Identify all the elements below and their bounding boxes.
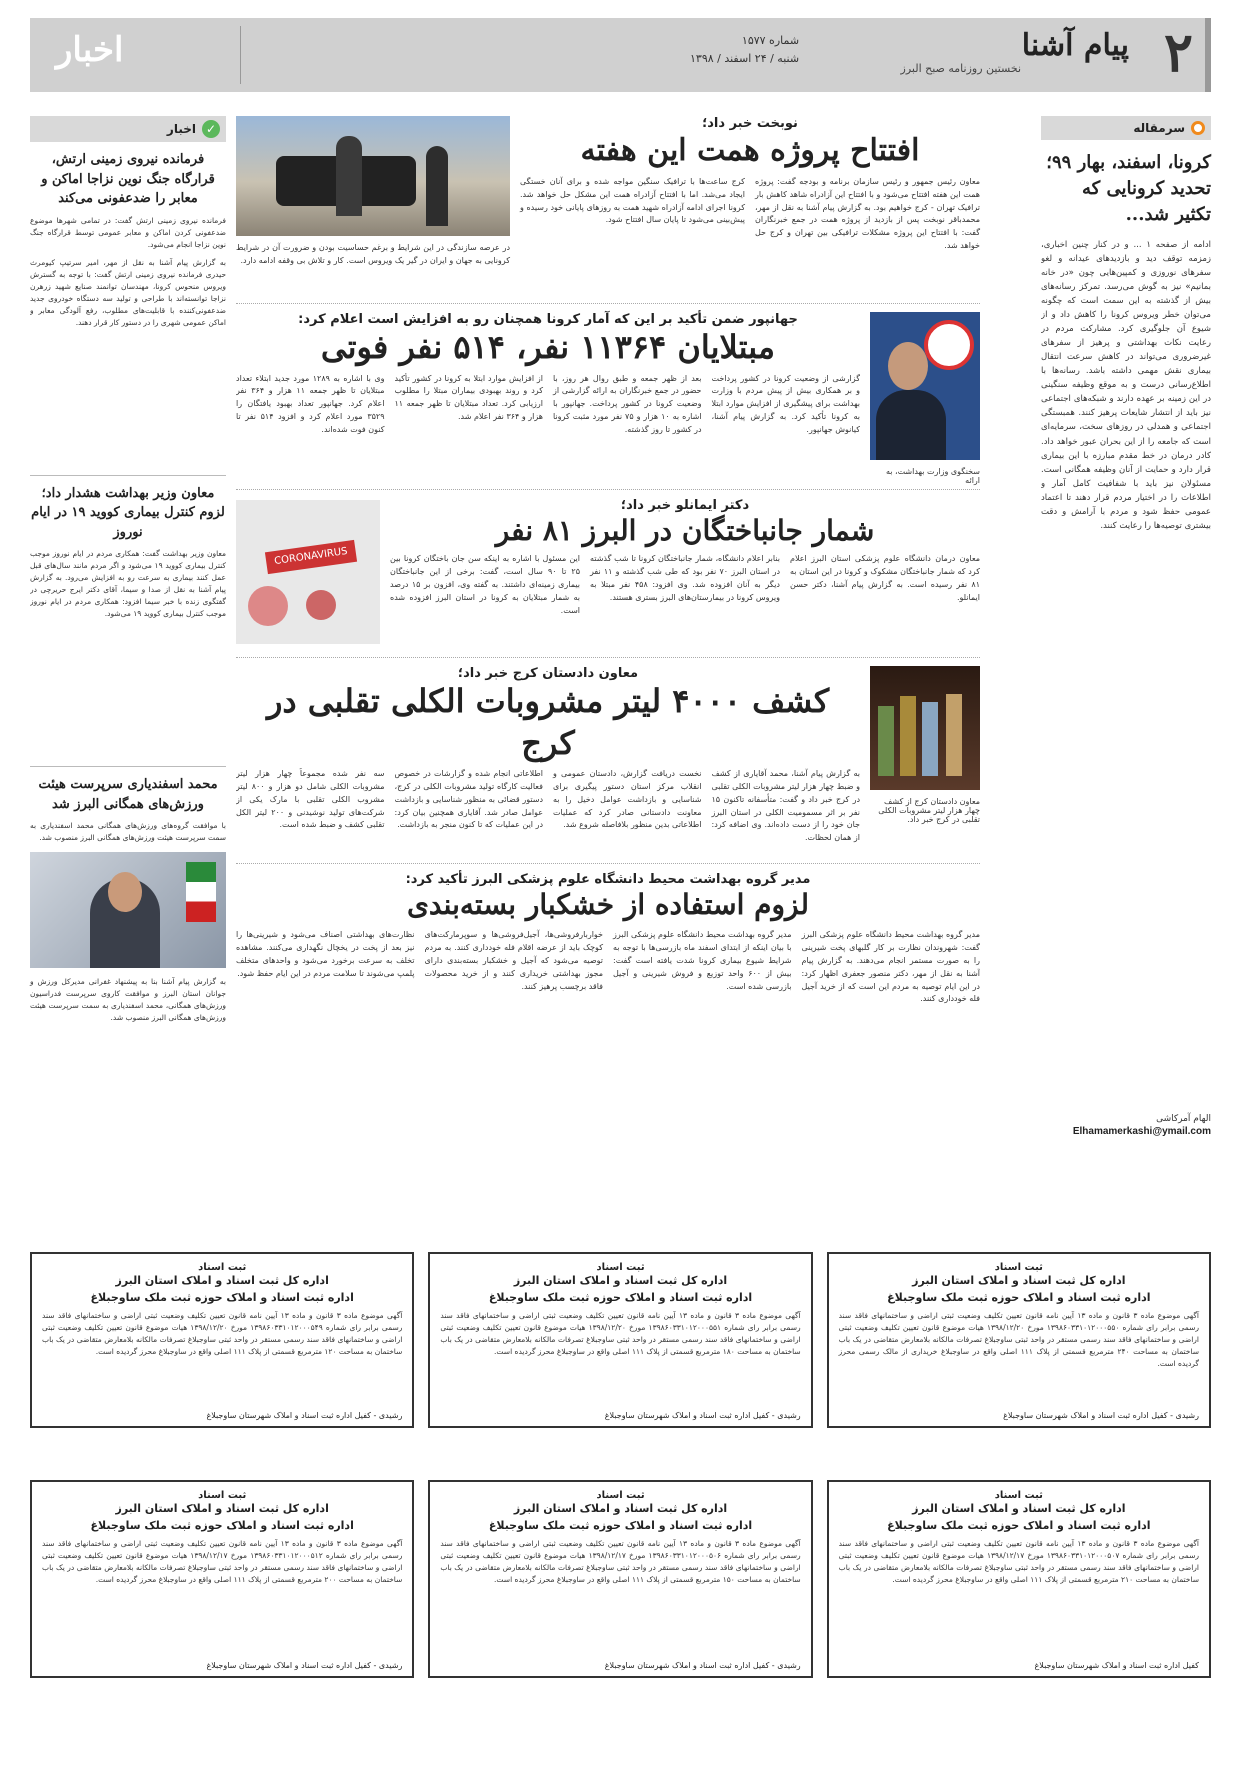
legal-notice [827,1252,1211,1428]
legal-notice [428,1252,812,1428]
article-kicker: جهانپور ضمن تأکید بر این که آمار کرونا همچنان رو به افزایش است اعلام کرد: [298,312,798,327]
notice-body: آگهی موضوع ماده ۳ قانون و ماده ۱۳ آیین نامه قانون تعیین تکلیف وضعیت ثبتی اراضی و ساختمانهای فاقد سند رسمی برابر رای شماره ۱۳۹۸۶۰۳۳۱۰۱۲۰۰۰۵۵۱ مورخ ۱۳۹۸/۱۲/۲۰ هیات موضوع قانون تعیین تکلیف وضعیت ثبتی اراضی و ساختمانهای فاقد سند رسمی مستقر در واحد ثبتی ساوجبلاغ تصرفات مالکانه بلامعارض متقاضی در یک باب ساختمان به مساحت ۱۸۰ مترمربع قسمتی از پلاک ۱۱۱ اصلی واقع در ساوجبلاغ محرز گردیده است. [440,1311,801,1356]
newspaper-logo: پیام آشنا [1021,28,1129,63]
notice-tag: ثبت اسناد [198,1262,247,1273]
notice-tag: ثبت اسناد [596,1490,645,1501]
article-nuts [236,872,980,1112]
notice-row [30,1252,1211,1428]
news-item-title: محمد اسفندیاری سرپرست هیئت ورزش‌های همگانی البرز شد [38,777,218,812]
notice-signature: رشیدی - کفیل اداره ثبت اسناد و املاک شهرستان ساوجبلاغ [1003,1411,1199,1420]
news-item-title: معاون وزیر بهداشت هشدار داد؛ لزوم کنترل بیماری کووید ۱۹ در ایام نوروز [31,485,225,540]
news-item-title: فرمانده نیروی زمینی ارتش، قرارگاه جنگ نوین نزاجا اماکن و معابر را ضدعفونی می‌کند [41,152,215,206]
coronavirus-image [236,500,380,644]
masthead-bar [1205,18,1211,92]
article-text: وی با اشاره به ۱۲۸۹ مورد جدید ابتلاء تعداد مبتلایان تا ظهر جمعه ۱۱ هزار و ۳۶۴ نفر اعلام کرد. جهانپور تعداد بهبود یافتگان را ۳۵۲۹ مورد اعلام کرد و افزود ۵۱۴ نفر تا کنون فوت شده‌اند. [236,373,385,434]
article-text: سه نفر شده مجموعاً چهار هزار لیتر مشروبات الکلی شامل دو هزار و ۸۰۰ لیتر مشروب الکلی تقلبی با مارک یکی از شرکت‌های تولید نوشیدنی و ۲۰۰ لیتر الکل تقلبی کشف و ضبط شده است. [236,769,385,830]
news-column [30,116,226,1241]
news-photo [30,852,226,968]
notice-title: اداره کل ثبت اسناد و املاک استان البرز [513,1502,728,1515]
notice-body: آگهی موضوع ماده ۳ قانون و ماده ۱۳ آیین نامه قانون تعیین تکلیف وضعیت ثبتی اراضی و ساختمانهای فاقد سند رسمی برابر رای شماره ۱۳۹۸۶۰۳۳۱۰۱۲۰۰۰۵۱۲ مورخ ۱۳۹۸/۱۲/۱۷ هیات موضوع قانون تعیین تکلیف وضعیت ثبتی اراضی و ساختمانهای فاقد سند رسمی مستقر در واحد ثبتی ساوجبلاغ تصرفات مالکانه بلامعارض متقاضی در یک باب ساختمان به مساحت ۲۰۰ مترمربع قسمتی از پلاک ۱۱۱ اصلی واقع در ساوجبلاغ محرز گردیده است. [42,1539,403,1584]
article-kicker: مدیر گروه بهداشت محیط دانشگاه علوم پزشکی البرز تأکید کرد: [405,872,811,887]
article-text: خواربارفروشی‌ها، آجیل‌فروشی‌ها و سوپرمارکت‌های کوچک باید از عرضه اقلام فله خودداری کنند. به مردم توصیه می‌شود که آجیل و خشکبار بسته‌بندی دارای مجوز بهداشتی خریداری کنند و از خرید محصولات فاقد برچسب پرهیز کنند. [424,930,603,991]
article-text: مدیر گروه بهداشت محیط دانشگاه علوم پزشکی البرز گفت: شهروندان نظارت بر کار گلبهای پخت شیرینی را به صورت مستمر انجام می‌دهند. به گزارش پیام آشنا به نقل از مهر، دکتر منصور جعفری اظهار کرد: در این ایام توصیه به مردم این است که از خرید آجیل فله خودداری کنند. [801,930,980,1004]
notice-subtitle: اداره ثبت اسناد و املاک حوزه ثبت ملک ساوجبلاغ [488,1290,753,1304]
notice-body: آگهی موضوع ماده ۳ قانون و ماده ۱۳ آیین نامه قانون تعیین تکلیف وضعیت ثبتی اراضی و ساختمانهای فاقد سند رسمی برابر رای شماره ۱۳۹۸۶۰۳۳۱۰۱۲۰۰۰۵۴۹ مورخ ۱۳۹۸/۱۲/۲۰ هیات موضوع قانون تعیین تکلیف وضعیت ثبتی اراضی و ساختمانهای فاقد سند رسمی مستقر در واحد ثبتی ساوجبلاغ تصرفات مالکانه بلامعارض متقاضی در یک باب ساختمان به مساحت ۱۲۰ مترمربع قسمتی از پلاک ۱۱۱ اصلی واقع در ساوجبلاغ محرز گردیده است. [42,1311,403,1356]
legal-notice [428,1480,812,1678]
article-kicker: معاون دادستان کرج خبر داد؛ [457,666,639,681]
article-text: معاون رئیس جمهور و رئیس سازمان برنامه و بودجه گفت: پروژه همت این هفته افتتاح می‌شود و با افتتاح این آزادراه شاهد کاهش بار ترافیک تهران - کرج خواهیم بود. به گزارش پیام آشنا به نقل از مهر، محمدباقر نوبخت پس از بازدید از پروژه همت در جمع خبرنگاران گفت: با افتتاح این پروژه مشکلات ترافیکی بین تهران و کرج حل خواهد شد. [755,177,980,250]
notice-tag: ثبت اسناد [198,1490,247,1501]
spokesman-photo [870,312,980,460]
notice-tag: ثبت اسناد [596,1262,645,1273]
article-text: این مسئول با اشاره به اینکه سن جان باختگان کرونا بین ۲۵ تا ۹۰ سال است، گفت: برخی از این جانباختگان بیماری زمینه‌ای داشتند. به گفته وی، افزون بر ۱۵ درصد به شمار مبتلایان به کرونا در استان البرز افزوده شده است. [390,554,581,615]
notice-title: اداره کل ثبت اسناد و املاک استان البرز [115,1274,329,1287]
article-text: نظارت‌های بهداشتی اصناف می‌شود و شیرینی‌ها را نیز بعد از پخت در یخچال نگهداری می‌کنند. مشاهده تخلف به سرعت برخورد می‌شود و واحدهای متخلف پلمپ می‌شوند تا سلامت مردم در این ایام حفظ شود. [236,930,415,978]
article-headline: لزوم استفاده از خشکبار بسته‌بندی [407,888,809,921]
notice-signature: کفیل اداره ثبت اسناد و املاک شهرستان ساوجبلاغ [1034,1661,1199,1670]
notice-tag: ثبت اسناد [994,1262,1043,1273]
legal-notices [30,1252,1211,1678]
news-item-body: معاون وزیر بهداشت گفت: همکاری مردم در ایام نوروز موجب کنترل بیماری کووید ۱۹ می‌شود و اگر مردم مانند سال‌های قبل عمل کنند بیماری به سرعت رو به افزایش می‌رود. به گزارش پیام آشنا به نقل از صدا و سیما، آقای دکتر ایرج حریرچی در گفتگوی زنده با خبر سیما افزود: همکاری مردم در ایام نوروز موجب کنترل بیماری کووید ۱۹ می‌شود. [30,549,226,618]
article-text: مدیر گروه بهداشت محیط دانشگاه علوم پزشکی البرز با بیان اینکه از ابتدای اسفند ماه بازرسی‌ها با توجه به شرایط شیوع بیماری کرونا شدت یافته است گفت: بیش از ۶۰۰ واحد توزیع و فروش شیرینی و آجیل بازرسی شده است. [613,930,792,991]
article-text: اطلاعاتی انجام شده و گزارشات در خصوص فعالیت کارگاه تولید مشروبات الکلی در کرج، دستور قضائی به منظور شناسایی و بازداشت عوامل صادر شد. آقایاری همچنین بیان کرد: در این عملیات که تا کنون منجر به بازداشت. [394,769,543,830]
editorial-bullet-icon [1191,121,1205,135]
news-item-lead: فرمانده نیروی زمینی ارتش گفت: در تمامی شهرها موضوع ضدعفونی کردن اماکن و معابر عمومی توسط قرارگاه جنگ نوین نزاجا انجام می‌شود. [30,215,226,249]
editorial-column [1041,116,1211,1241]
article-headline: شمار جانباختگان در البرز ۸۱ نفر [495,514,875,547]
photo-caption: سخنگوی وزارت بهداشت، به ارائه [885,467,980,485]
news-label: اخبار [166,122,196,136]
article-text: نخست دریافت گزارش، دادستان عمومی و انقلاب مرکز استان دستور پیگیری برای شناسایی و بازداشت عوامل دخیل را به معاونت دادستانی صادر کرد که عملیات اطلاعاتی بدین منظور بلافاصله شروع شد. [553,769,702,830]
article-text: کرج ساعت‌ها با ترافیک سنگین مواجه شده و برای آنان خستگی ایجاد می‌شد. اما با افتتاح آزادراه همت این مشکل حل خواهد شد. کرونا اجرای ادامه آزادراه شهید همت به روزهای پایانی خود رسیده و پیش‌بینی می‌شود تا پایان سال افتتاح شود. [520,177,745,225]
article-text: بعد از ظهر جمعه و طبق روال هر روز، با حضور در جمع خبرنگاران به ارائه گزارشی از وضعیت کرونا در کشور پرداخت. جهانپور با اشاره به ۱۰ هزار و ۷۵ نفر مورد مثبت کرونا در کشور تا روز گذشته. [553,373,702,434]
editorial-header [1041,116,1211,140]
article-text: معاون درمان دانشگاه علوم پزشکی استان البرز اعلام کرد که شمار جانباختگان مشکوک و کرونا در این استان به ۸۱ نفر رسیده است. به گزارش پیام آشنا، دکتر حسن ایمانلو. [790,554,980,602]
news-item-body: با موافقت گروه‌های ورزش‌های همگانی محمد اسفندیاری به سمت سرپرست هیئت ورزش‌های همگانی البرز منصوب شد. [30,821,226,842]
notice-subtitle: اداره ثبت اسناد و املاک حوزه ثبت ملک ساوجبلاغ [488,1518,753,1532]
editorial-title: کرونا، اسفند، بهار ۹۹؛ تحدید کرونایی که تکثیر شد... [1046,152,1211,226]
notice-row [30,1480,1211,1678]
legal-notice [30,1480,414,1678]
notice-signature: رشیدی - کفیل اداره ثبت اسناد و املاک شهرستان ساوجبلاغ [206,1411,403,1420]
bottles-photo [870,666,980,790]
section-title: اخبار [56,30,124,70]
article-text: از افزایش موارد ابتلا به کرونا در کشور تأکید کرد و روند بهبودی بیماران مبتلا را مطلوب ارزیابی کرد. تعداد مبتلایان تا ظهر جمعه ۱۱ هزار و ۳۶۴ نفر اعلام شد. [394,373,543,421]
masthead [30,18,1211,92]
notice-signature: رشیدی - کفیل اداره ثبت اسناد و املاک شهرستان ساوجبلاغ [604,1411,801,1420]
page-number: ۲ [1163,20,1193,84]
news-photo-caption: به گزارش پیام آشنا بنا به پیشنهاد غفرانی مدیرکل ورزش و جوانان استان البرز و موافقت کاروی سرپرست فدراسیون ورزش‌های همگانی، محمد اسفندیاری به سمت سرپرست هیئت ورزش‌های همگانی البرز منصوب شد. [30,977,226,1022]
article-headline: کشف ۴۰۰۰ لیتر مشروبات الکلی تقلبی در کرج [266,682,830,762]
notice-body: آگهی موضوع ماده ۳ قانون و ماده ۱۳ آیین نامه قانون تعیین تکلیف وضعیت ثبتی اراضی و ساختمانهای فاقد سند رسمی برابر رای شماره ۱۳۹۸۶۰۳۳۱۰۱۲۰۰۰۵۰۷ مورخ ۱۳۹۸/۱۲/۱۷ هیات موضوع قانون تعیین تکلیف وضعیت ثبتی اراضی و ساختمانهای فاقد سند رسمی مستقر در واحد ثبتی ساوجبلاغ تصرفات مالکانه بلامعارض متقاضی در یک باب ساختمان به مساحت ۲۱۰ مترمربع قسمتی از پلاک ۱۱۱ اصلی واقع در ساوجبلاغ محرز گردیده است. [838,1539,1200,1584]
article-photo [236,116,510,236]
newspaper-tagline: نخستین روزنامه صبح البرز [900,62,1021,75]
editorial-body: ادامه از صفحه ۱ ... و در کنار چنین اخباری، زمزمه توقف دید و بازدیدهای عیدانه و لغو سفرهای نوروزی و کمپین‌هایی چون «در خانه بمانیم» نیز به گوش می‌رسد. تمرکز رسانه‌های بیش از گذشته به این سمت است که چگونه می‌توان خطر ویروس کرونا را کاهش داد و از شیوع آن جلوگیری کرد. مشارکت مردم در رعایت نکات بهداشتی و پرهیز از سفرهای غیرضروری می‌تواند در کاهش سرعت انتقال بیماری نقش مهمی داشته باشد. رسانه‌ها با اطلاع‌رسانی درست و به موقع وظیفه سنگینی در این زمینه بر عهده دارند و شبکه‌های اجتماعی نیز باید از انتشار شایعات پرهیز کنند. همبستگی اجتماعی و همدلی در روزهای سخت، سرمایه‌ای است که جامعه را از این بحران عبور خواهد داد. کادر درمان در خط مقدم مبارزه با این بیماری قرار دارد و حمایت از آنان وظیفه همگانی است. مسئولان نیز باید با شفافیت کامل آمار و اطلاعات را در اختیار مردم قرار دهند تا اعتماد عمومی حفظ شود و مردم با آرامش و دقت بیشتری توصیه‌ها را رعایت کنند. [1041,240,1211,531]
editorial-author: الهام آمرکاشی [1156,1114,1211,1125]
article-kicker: نوبخت خبر داد؛ [702,116,798,131]
notice-title: اداره کل ثبت اسناد و املاک استان البرز [513,1274,728,1287]
notice-signature: رشیدی - کفیل اداره ثبت اسناد و املاک شهرستان ساوجبلاغ [604,1661,801,1670]
notice-subtitle: اداره ثبت اسناد و املاک حوزه ثبت ملک ساوجبلاغ [90,1290,354,1304]
notice-title: اداره کل ثبت اسناد و املاک استان البرز [912,1274,1126,1287]
notice-title: اداره کل ثبت اسناد و املاک استان البرز [115,1502,329,1515]
editorial-label: سرمقاله [1133,121,1185,135]
issue-date: شنبه / ۲۴ اسفند / ۱۳۹۸ [690,51,800,65]
issue-info [690,32,799,67]
photo-caption: معاون دادستان کرج از کشف چهار هزار لیتر مشروبات الکلی تقلبی در کرج خبر داد. [878,797,980,824]
article-alcohol-seizure [236,666,980,864]
notice-tag: ثبت اسناد [994,1490,1043,1501]
main-column [236,116,980,1241]
news-item-body: به گزارش پیام آشنا به نقل از مهر، امیر سرتیپ کیومرث حیدری فرمانده نیروی زمینی ارتش گفت: با توجه به گسترش ویروس منحوس کرونا، مهندسان توانمند صنایع شهید زرهرن نزاجا توانسته‌اند با طراحی و تولید سه دستگاه خودروی جدید ضدعفونی‌کننده با قابلیت‌های مطلوب، رفع آلودگی معابر و اماکن عمومی شهری را در دستور کار قرار دهند. [30,257,226,327]
article-kicker: دکتر ایمانلو خبر داد؛ [620,498,750,513]
divider [30,475,226,476]
masthead-divider [240,26,241,84]
notice-subtitle: اداره ثبت اسناد و املاک حوزه ثبت ملک ساوجبلاغ [887,1290,1151,1304]
notice-subtitle: اداره ثبت اسناد و املاک حوزه ثبت ملک ساوجبلاغ [887,1518,1151,1532]
coronavirus-label: CORONAVIRUS [265,540,357,574]
notice-body: آگهی موضوع ماده ۳ قانون و ماده ۱۳ آیین نامه قانون تعیین تکلیف وضعیت ثبتی اراضی و ساختمانهای فاقد سند رسمی برابر رای شماره ۱۳۹۸۶۰۳۳۱۰۱۲۰۰۰۵۰۶ مورخ ۱۳۹۸/۱۲/۱۷ هیات موضوع قانون تعیین تکلیف وضعیت ثبتی اراضی و ساختمانهای فاقد سند رسمی مستقر در واحد ثبتی ساوجبلاغ تصرفات مالکانه بلامعارض متقاضی در یک باب ساختمان به مساحت ۱۵۰ مترمربع قسمتی از پلاک ۱۱۱ اصلی واقع در ساوجبلاغ محرز گردیده است. [440,1539,801,1584]
article-text: بنابر اعلام دانشگاه، شمار جانباختگان کرونا تا شب گذشته در استان البرز ۷۰ نفر بود که طی شب گذشته و ۱۱ نفر دیگر به آنان افزوده شد. وی افزود: ۴۵۸ نفر مبتلا به ویروس کرونا در بیمارستان‌های البرز بستری هستند. [590,554,781,602]
person-head [108,872,142,912]
checkmark-icon: ✓ [202,120,220,138]
legal-notice [30,1252,414,1428]
notice-signature: رشیدی - کفیل اداره ثبت اسناد و املاک شهرستان ساوجبلاغ [206,1661,403,1670]
article-headline: افتتاح پروژه همت این هفته [580,133,920,168]
article-corona-stats [236,312,980,490]
article-text: به گزارش پیام آشنا، محمد آقایاری از کشف و ضبط چهار هزار لیتر مشروبات الکلی تقلبی در کرج خبر داد و گفت: متأسفانه تاکنون ۱۵ نفر بر اثر مسمومیت الکلی در استان البرز جان خود را از دست داده‌اند. وی اضافه کرد: از همان لحظات. [711,769,860,843]
flag-image [186,862,216,922]
legal-notice [827,1480,1211,1678]
notice-body: آگهی موضوع ماده ۳ قانون و ماده ۱۳ آیین نامه قانون تعیین تکلیف وضعیت ثبتی اراضی و ساختمانهای فاقد سند رسمی برابر رای شماره ۱۳۹۸۶۰۳۳۱۰۱۲۰۰۰۵۵۰ مورخ ۱۳۹۸/۱۲/۲۰ هیات موضوع قانون تعیین تکلیف وضعیت ثبتی اراضی و ساختمانهای فاقد سند رسمی مستقر در واحد ثبتی ساوجبلاغ تصرفات مالکانه بلامعارض متقاضی در یک باب ساختمان به مساحت ۲۴۰ مترمربع قسمتی از پلاک ۱۱۱ اصلی واقع در ساوجبلاغ خریداری از مالک رسمی محرز گردیده است. [838,1311,1200,1368]
article-alborz-deaths [236,498,980,658]
notice-subtitle: اداره ثبت اسناد و املاک حوزه ثبت ملک ساوجبلاغ [90,1518,354,1532]
editorial-email[interactable]: Elhamamerkashi@ymail.com [1072,1126,1211,1138]
issue-number: شماره ۱۵۷۷ [741,34,800,47]
article-text: گزارشی از وضعیت کرونا در کشور پرداخت و بر همکاری بیش از پیش مردم با وزارت بهداشت برای پیشگیری از افزایش موارد ابتلا به کرونا تأکید کرد. به گزارش پیام آشنا، کیانوش جهانپور. [711,373,860,434]
notice-title: اداره کل ثبت اسناد و املاک استان البرز [912,1502,1126,1515]
news-header [30,116,226,142]
article-headline: مبتلایان ۱۱۳۶۴ نفر، ۵۱۴ نفر فوتی [320,328,776,366]
article-hemmat [236,116,980,304]
article-text: در عرصه سازندگی در این شرایط و برغم حساسیت بودن و ضرورت آن در شرایط کرونایی به جهان و ایران در گیر یک ویروس است. کار و تلاش بی وقفه ادامه دارد. [236,243,510,265]
divider [30,766,226,767]
